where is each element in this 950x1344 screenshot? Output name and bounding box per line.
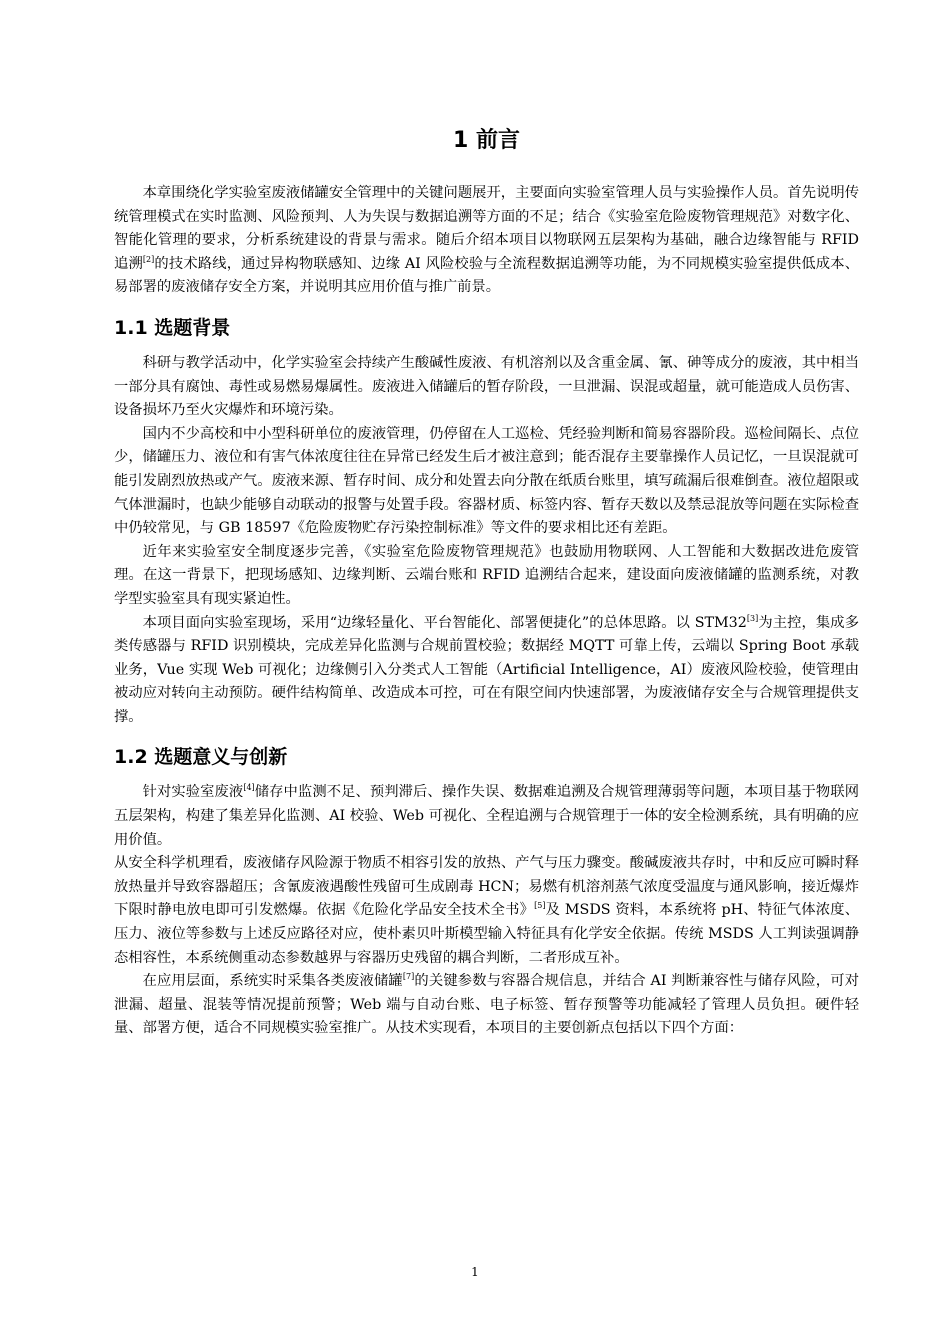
background-paragraph-3: 近年来实验室安全制度逐步完善，《实验室危险废物管理规范》也鼓励用物联网、人工智能和大数据改进危废管理。在这一背景下，把现场感知、边缘判断、云端台账和 RFID 追溯结合起来，建设面向废液储罐的监测系统，对教学型实验室具有现实紧迫性。 bbox=[114, 543, 859, 607]
significance-paragraph-2 bbox=[114, 852, 859, 970]
section-heading-1-2: 1.2 选题意义与创新 bbox=[114, 746, 288, 769]
significance-text-3a: 在应用层面，系统实时采集各类废液储罐 bbox=[142, 973, 403, 990]
section-heading-1-1: 1.1 选题背景 bbox=[114, 316, 231, 339]
background-paragraph-2: 国内不少高校和中小型科研单位的废液管理，仍停留在人工巡检、凭经验判断和简易容器阶段。巡检间隔长、点位少，储罐压力、液位和有害气体浓度往往在异常已经发生后才被注意到；能否混存主要靠操作人员记忆，一旦误混就可能引发剧烈放热或产气。废液来源、暂存时间、成分和处置去向分散在纸质台账里，填写疏漏后很难倒查。液位超限或气体泄漏时，也缺少能够自动联动的报警与处置手段。容器材质、标签内容、暂存天数以及禁忌混放等问题在实际检查中仍较常见，与 GB 18597《危险废物贮存污染控制标准》等文件的要求相比还有差距。 bbox=[114, 425, 859, 537]
chapter-title: 1 前言 bbox=[453, 128, 520, 153]
citation-4: [4] bbox=[243, 783, 255, 793]
citation-3: [3] bbox=[746, 613, 759, 623]
intro-text-1: 本章围绕化学实验室废液储罐安全管理中的关键问题展开，主要面向实验室管理人员与实验操作人员。首先说明传统管理模式在实时监测、风险预判、人为失误与数据追溯等方面的不足；结合《实验室危险废物管理规范》对数字化、智能化管理的要求，分析系统建设的背景与需求。随后介绍本项目以物联网五层架构为基础，融合边缘智能与 RFID 追溯 bbox=[114, 185, 859, 272]
significance-paragraph-1 bbox=[114, 781, 859, 852]
background-text-4b: 为主控，集成多类传感器与 RFID 识别模块，完成差异化监测与合规前置校验；数据经 MQTT 可靠上传，云端以 Spring Boot 承载业务，Vue 实现 Web 可视化；边缘侧引入分类式人工智能（Artificial Intelligence，AI）废液风险校验，使管理由被动应对转向主动预防。硬件结构简单、改造成本可控，可在有限空间内快速部署，为废液储存安全与合规管理提供支撑。 bbox=[114, 614, 859, 725]
significance-text-2b: 及 MSDS 资料，本系统将 pH、特征气体浓度、压力、液位等参数与上述反应路径对应，使朴素贝叶斯模型输入特征具有化学安全依据。传统 MSDS 人工判读强调静态相容性，本系统侧重动态参数越界与容器历史残留的耦合判断，二者形成互补。 bbox=[114, 902, 859, 966]
significance-text-3b: 的关键参数与容器合规信息，并结合 AI 判断兼容性与储存风险，可对泄漏、超量、混装等情况提前预警；Web 端与自动台账、电子标签、暂存预警等功能减轻了管理人员负担。硬件轻量、部署方便，适合不同规模实验室推广。从技术实现看，本项目的主要创新点包括以下四个方面： bbox=[114, 973, 860, 1037]
significance-paragraph-3 bbox=[114, 970, 859, 1041]
intro-text-2: 的技术路线，通过异构物联感知、边缘 AI 风险校验与全流程数据追溯等功能，为不同规模实验室提供低成本、易部署的废液储存安全方案，并说明其应用价值与推广前景。 bbox=[114, 255, 860, 296]
page-number: 1 bbox=[471, 1265, 479, 1279]
intro-paragraph bbox=[114, 182, 859, 300]
citation-5: [5] bbox=[534, 901, 546, 911]
citation-2: [2] bbox=[142, 255, 155, 265]
citation-7: [7] bbox=[402, 972, 415, 982]
background-text-4a: 本项目面向实验室现场，采用“边缘轻量化、平台智能化、部署便捷化”的总体思路。以 STM32 bbox=[142, 614, 747, 631]
significance-text-2a: 从安全科学机理看，废液储存风险源于物质不相容引发的放热、产气与压力骤变。酸碱废液共存时，中和反应可瞬时释放热量并导致容器超压；含氰废液遇酸性残留可生成剧毒 HCN；易燃有机溶剂蒸气浓度受温度与通风影响，接近爆炸下限时静电放电即可引发燃爆。依据《危险化学品安全技术全书》 bbox=[114, 855, 859, 919]
background-paragraph-4 bbox=[114, 612, 859, 730]
background-paragraph-1: 科研与教学活动中，化学实验室会持续产生酸碱性废液、有机溶剂以及含重金属、氰、砷等成分的废液，其中相当一部分具有腐蚀、毒性或易燃易爆属性。废液进入储罐后的暂存阶段，一旦泄漏、误混或超量，就可能造成人员伤害、设备损坏乃至火灾爆炸和环境污染。 bbox=[114, 354, 859, 419]
significance-text-1a: 针对实验室废液 bbox=[142, 784, 244, 801]
significance-text-1b: 储存中监测不足、预判滞后、操作失误、数据难追溯及合规管理薄弱等问题，本项目基于物联网五层架构，构建了集差异化监测、AI 校验、Web 可视化、全程追溯与合规管理于一体的安全检测系统，具有明确的应用价值。 bbox=[114, 784, 860, 848]
page-content bbox=[114, 126, 859, 1041]
